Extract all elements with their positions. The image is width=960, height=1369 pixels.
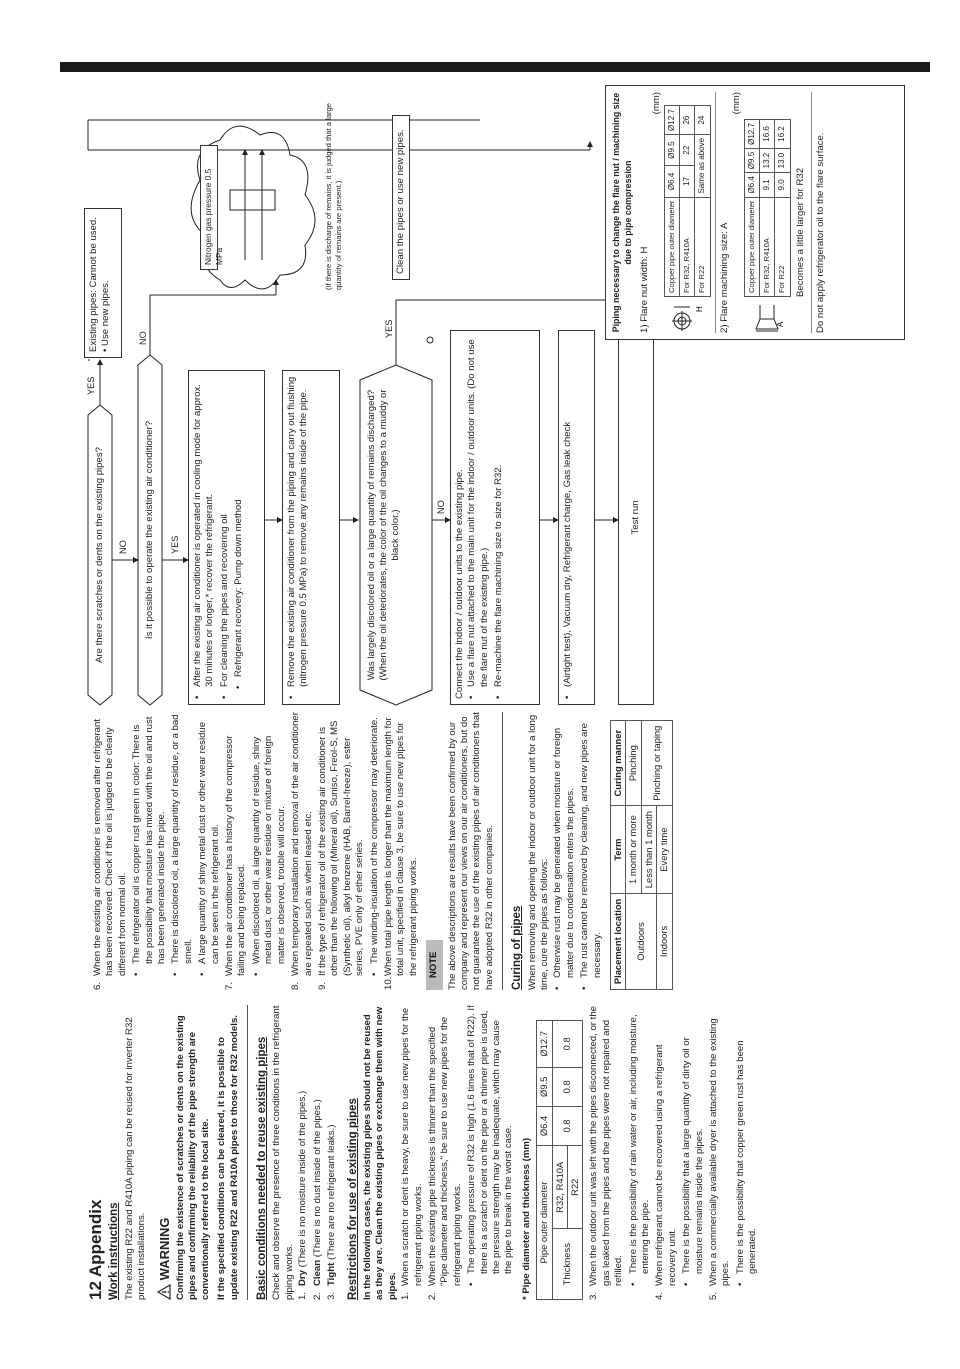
list-subitem: • The winding-insulation of the compressor may deteriorate. [368, 717, 380, 976]
table-cell: R32, R410A [552, 1146, 567, 1229]
q1-yes-label: YES [86, 376, 96, 395]
h-letter: H [695, 306, 705, 312]
list-item: 3. Tight (There are no refrigerant leaks.) [326, 1124, 338, 1300]
list-item: 8. When temporary installation and removal of the air conditioner are repeated such as when leased etc. [290, 712, 314, 990]
test-run-box: Test run [618, 330, 654, 705]
pipe-table-title: * Pipe diameter and thickness (mm) [520, 1137, 532, 1300]
table-header: Placement location [611, 893, 626, 989]
list-item: 2. When the existing pipe thickness is thinner than the specified "Pipe diameter and thickness," be sure to use new pipes for the refrigerant piping works. [426, 1016, 463, 1300]
note-label: NOTE [426, 940, 442, 990]
q1-decision: Are there scratches or dents on the existing pipes? [94, 447, 105, 663]
warning-text-1: Confirming the existence of scratches or dents on the existing pipes and confirming the reliability of the pipe strength are conventionally referred to the local site. [175, 1015, 211, 1300]
clean-pipes-box: Clean the pipes or use new pipes. [392, 115, 410, 280]
flare-s1-label: 1) Flare nut width: H [638, 246, 650, 333]
warning-label: WARNING [156, 1217, 172, 1281]
table-cell: Ø12.7 [537, 1021, 552, 1068]
list-subitem: • When discolored oil, a large quantity of residue, shiny metal dust, or other wear residue or mixture of foreign matter is observed, trouble will occur. [250, 735, 287, 976]
warning-icon [157, 1284, 171, 1300]
table-cell: For R22 [775, 197, 790, 296]
list-item: 4. When refrigerant cannot be recovered using a refrigerant recovery unit. [654, 1044, 678, 1300]
q1-no-label: NO [118, 540, 128, 554]
list-subitem: • Otherwise rust may be generated when moisture or foreign matter due to condensation enters the pipes. [552, 727, 576, 990]
column-1 [80, 1005, 762, 1300]
airtight-test-box [558, 330, 595, 705]
connect-units-box: Connect the indoor / outdoor units to the existing pipe. • Use a flare nut attached to the main unit for the indoor / outdoor units. (Do not use the flare nut of the existing pipe.) • Re-machine the flare machining size to size for R32. [450, 330, 540, 705]
list-item: 5. When a commercially available dryer is attached to the existing pipes. [708, 1018, 732, 1300]
list-subitem: • There is the possibility that a large quantity of dirty oil or moisture remains inside the pipes. [681, 1037, 705, 1286]
table-cell: 16.2 [775, 120, 790, 149]
table-cell: 0.8 [552, 1067, 583, 1106]
table-cell: Thickness [552, 1229, 583, 1300]
list-item: 6. When the existing air conditioner is removed after refrigerant has been recovered. Check if the oil is judged to be clearly different from normal oil. [92, 718, 128, 990]
table-cell: 1 month or more [626, 806, 641, 894]
flare-unit-2: (mm) [731, 92, 743, 115]
list-item: 10. When total pipe length is longer than the maximum length for total unit, specified in clause 3, be sure to use new pipes for the refrigerant piping works. [382, 717, 419, 990]
curing-heading: Curing of pipes [511, 905, 524, 990]
nitrogen-label-box: Nitrogen gas pressure 0.5 MPa [200, 145, 218, 270]
pipe-thickness-table [536, 1020, 583, 1300]
after-operation-box [188, 370, 265, 705]
list-subitem: • A large quantity of shiny metal dust or other wear residue can be seen in the refrigerant oil. [197, 721, 221, 976]
table-cell: For R32, R410A [680, 197, 695, 296]
list-subitem: • After the existing air conditioner is operated in cooling mode for approx. 30 minutes or longer,* recover the refrigerant. [192, 384, 216, 699]
table-cell: Pinching [626, 721, 641, 806]
list-subitem: • Refrigerant recovery: Pump down method [233, 499, 245, 689]
table-cell: 13.2 [760, 148, 775, 172]
table-cell: Ø9.5 [537, 1067, 552, 1106]
q3-yes-label: YES [384, 319, 394, 338]
work-instructions-heading: Work instructions [108, 1202, 121, 1300]
table-cell: R22 [568, 1146, 583, 1229]
list-subitem: • The operating pressure of R32 is high (1.6 times that of R22). If there is a scratch or dent on the pipe or a thinner pipe is used, the pressure strength may be inadequate, which may cause the pipe to break in the worst case. [466, 1005, 515, 1286]
table-cell: 17 [680, 166, 695, 197]
remove-flushing-box [282, 370, 340, 705]
flare-machining-table [744, 119, 791, 297]
header-rule [60, 62, 930, 72]
table-cell: Ø12.7 [744, 120, 759, 149]
curing-text: When removing and opening the indoor or outdoor unit for a long time, cure the pipes as follows: [526, 714, 550, 990]
list-subitem: • Remove the existing air conditioner from the piping and carry out flushing (nitrogen pressure 0.5 MPa) to remove any remains inside of the pipe. [286, 376, 310, 699]
flowchart [80, 80, 960, 710]
list-item: 9. If the type of refrigerator oil of the existing air conditioner is other than the following oil (Mineral oil), Suniso, Freol-S, MS (Synthetic oil), alkyl benzene (HAB, Barrel-freeze), ester series, PVE only of ether series. [316, 720, 366, 990]
table-cell: Ø9.5 [744, 148, 759, 172]
table-cell: 0.8 [552, 1021, 583, 1068]
table-cell: Pipe outer diameter [537, 1146, 552, 1300]
table-cell: 26 [680, 106, 695, 135]
list-subitem: • There is discolored oil, a large quantity of residue, or a bad smell. [170, 714, 194, 976]
table-cell: Copper pipe outer diameter [664, 197, 679, 296]
q2-no-label: NO [138, 331, 148, 345]
warning-heading [157, 1005, 171, 1300]
table-cell: Ø6.4 [537, 1106, 552, 1145]
table-cell: Ø12.7 [664, 106, 679, 135]
list-subitem: • Use a flare nut attached to the main unit for the indoor / outdoor units. (Do not use the flare nut of the existing pipe.) [466, 339, 490, 699]
list-subitem: • (Airtight test), Vacuum dry, Refrigerant charge, Gas leak check [562, 421, 573, 699]
table-cell: 16.6 [760, 120, 775, 149]
table-cell: Pinching or taping [641, 721, 672, 806]
table-cell: 22 [680, 134, 695, 165]
basic-conditions-intro: Check and observe the presence of three conditions in the refrigerant piping works. [271, 1005, 295, 1300]
table-cell: Ø6.4 [664, 166, 679, 197]
table-cell: Same as above [695, 134, 710, 197]
list-subitem: • For cleaning the pipes and recovering oil [218, 514, 230, 699]
table-cell: Indoors [657, 893, 672, 989]
a-letter: A [776, 321, 786, 327]
table-cell: Copper pipe outer diameter [744, 197, 759, 296]
table-cell: For R22 [695, 197, 710, 296]
curing-table [610, 720, 673, 990]
list-subitem: • There is the possibility that copper green rust has been generated. [734, 1040, 759, 1286]
flare-machining-icon [750, 303, 784, 333]
list-item: 7. When the air conditioner has a history of the compressor failing and being replaced. [224, 735, 248, 990]
list-item: 1. Dry (There is no moisture inside of the pipes.) [297, 1090, 309, 1300]
table-cell: 9.0 [775, 173, 790, 197]
restrictions-bold: In the following cases, the existing pipes should not be reused as they are. Clean the existing pipes or exchange them with new pipes. [361, 1006, 398, 1300]
list-subitem: • The rust cannot be removed by cleaning, and new pipes are necessary. [579, 723, 603, 990]
table-cell: Outdoors [626, 893, 657, 989]
flare-unit-1: (mm) [651, 92, 663, 115]
q3-decision: Was largely discolored oil or a large quantity of remains discharged? (When the oil deteriorates, the color of the oil changes to a muddy or black color.) [366, 389, 401, 681]
list-subitem: • There is the possibility of rain water or air, including moisture, entering the pipe. [627, 1014, 652, 1286]
table-cell: 0.8 [552, 1106, 583, 1145]
q2-yes-label: YES [170, 535, 180, 554]
flare-nut-icon [670, 303, 704, 333]
note-text: The above descriptions are results have been confirmed by our company and represent our views on our air conditioners, but do not guarantee the use of the existing pipes of air conditioners that have adopted R32 in other companies. [446, 712, 495, 990]
flare-panel [605, 85, 905, 340]
table-header: Term [611, 806, 626, 894]
basic-conditions-heading: Basic conditions needed to reuse existing pipes [256, 1036, 269, 1300]
table-header: Curing manner [611, 721, 626, 806]
table-cell: Ø6.4 [744, 173, 759, 197]
table-cell: 9.1 [760, 173, 775, 197]
table-cell: Less than 1 month [641, 806, 656, 894]
cannot-use-box: Existing pipes: Cannot be used. • Use new pipes. [84, 208, 122, 358]
remains-note: (If there is discharge of remains, it is judged that a large quantity of remains are present.) [324, 103, 343, 290]
table-cell: 24 [695, 106, 710, 135]
q3-no-label: NO [436, 500, 446, 514]
table-cell: Every time [657, 806, 672, 894]
flare-title: Piping necessary to change the flare nut / machining size due to pipe compression [611, 92, 634, 333]
list-subitem: • Re-machine the flare machining size to size for R32. [493, 464, 505, 699]
flare-s2-label: 2) Flare machining size: A [718, 222, 730, 333]
flare-footer: Do not apply refrigerator oil to the flare surface. [815, 132, 827, 333]
table-cell: For R32, R410A [760, 197, 775, 296]
flare-nut-table [664, 105, 711, 297]
table-cell: Ø9.5 [664, 134, 679, 165]
table-cell: 13.0 [775, 148, 790, 172]
basic-conditions-list [297, 1005, 338, 1300]
flare-panel-frame [605, 85, 905, 340]
work-instructions-text: The existing R22 and R410A piping can be reused for inverter R32 product installations. [123, 1017, 148, 1300]
list-item: 2. Clean (There is no dust inside of the pipes.) [311, 1099, 323, 1300]
column-2 [92, 712, 673, 990]
warning-text-2: If the specified conditions can be cleared, it is possible to update existing R22 and R410A pipes to those for R32 models. [216, 1015, 240, 1300]
restrictions-heading: Restrictions for use of existing pipes [346, 1098, 359, 1300]
flare-larger-note: Becomes a little larger for R32 [794, 167, 806, 297]
list-item: 1. When a scratch or dent is heavy, be sure to use new pipes for the refrigerant piping works. [400, 1007, 424, 1300]
q2-decision: Is it possible to operate the existing air conditioner? [144, 420, 155, 640]
list-item: 3. When the outdoor unit was left with the pipes disconnected, or the gas leaked from the pipes and the pipes were not repaired and refilled. [588, 1006, 625, 1300]
list-subitem: • The refrigerator oil is copper rust green in color: There is the possibility that moisture has mixed with the oil and rust has been generated inside the pipe. [131, 716, 168, 976]
rotated-page [80, 80, 960, 1300]
cannot-use-sub: • Use new pipes. [100, 280, 112, 352]
page-title: 12 Appendix [86, 1199, 105, 1300]
